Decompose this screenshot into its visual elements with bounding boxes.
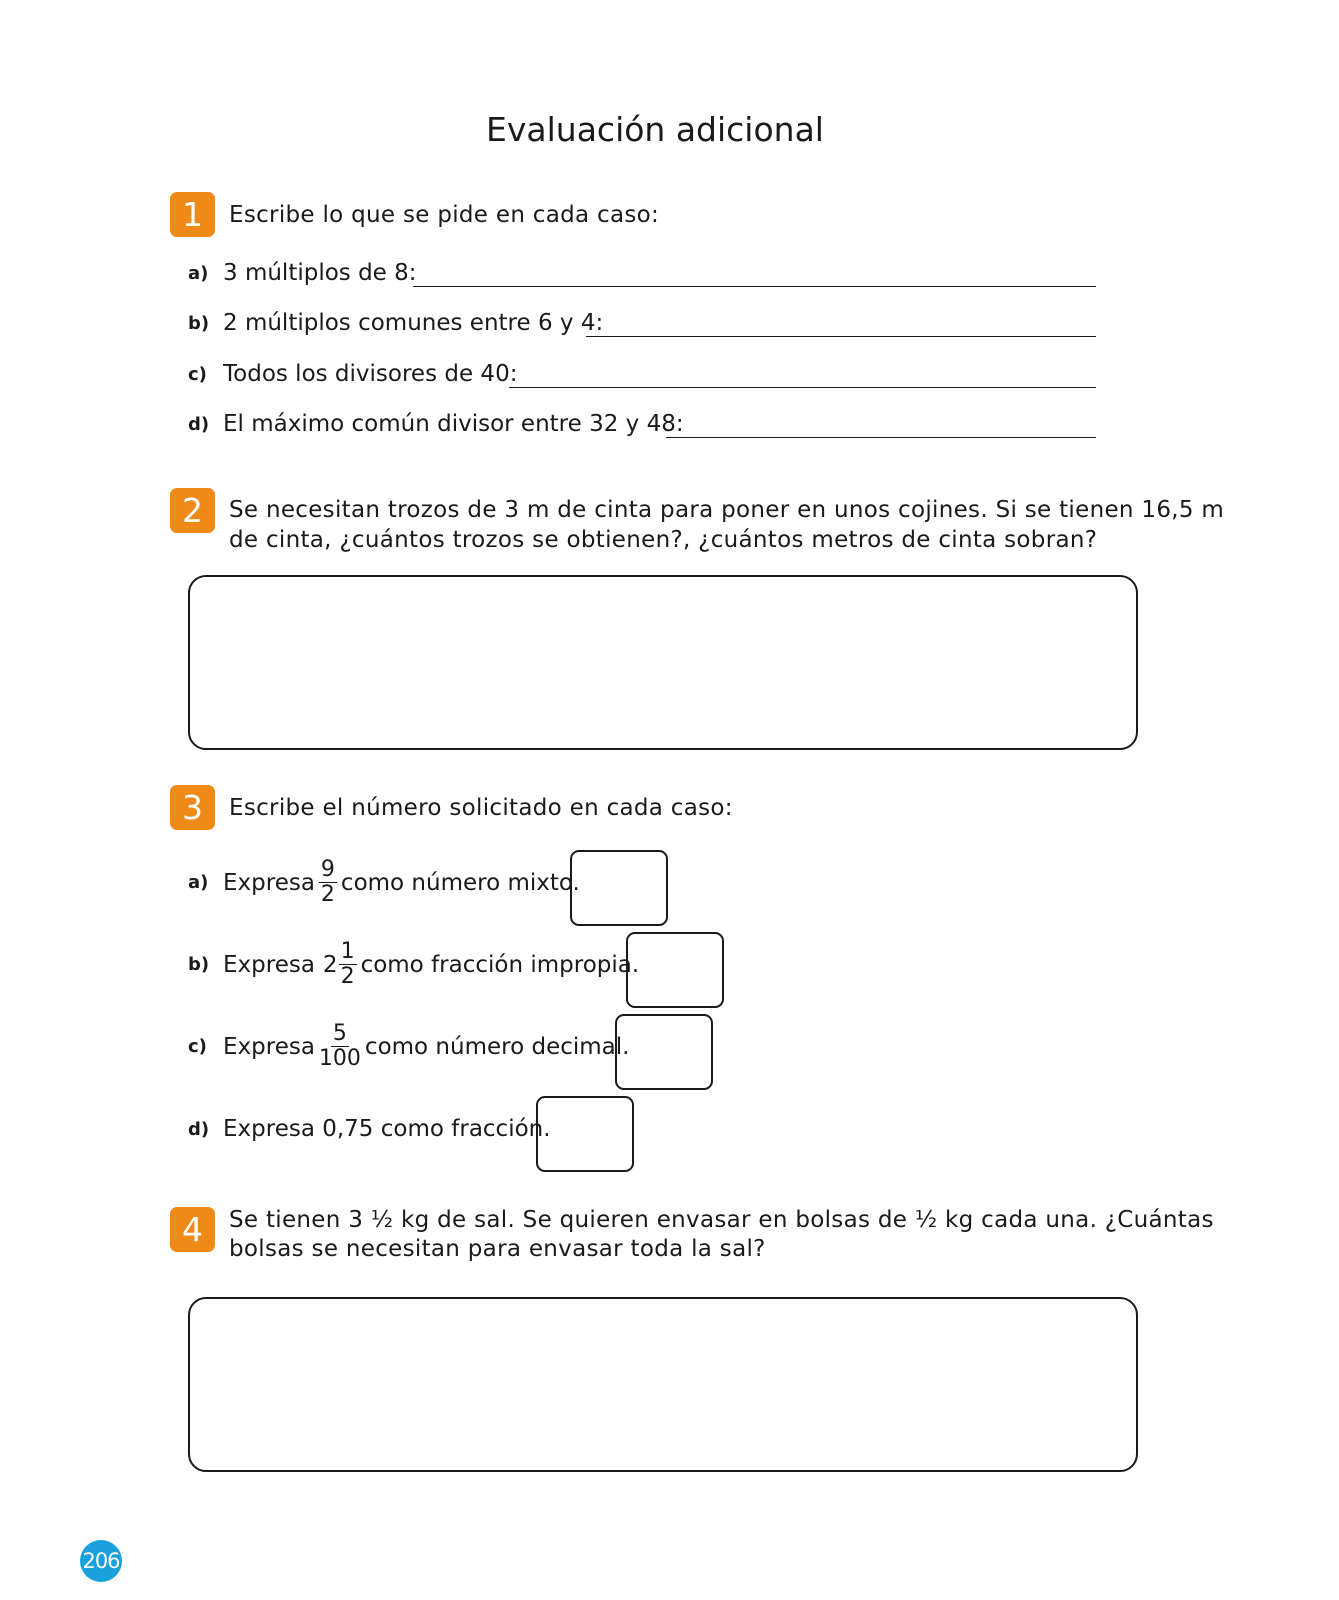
item-text: Expresa xyxy=(223,1033,315,1060)
item-letter: d) xyxy=(188,413,210,435)
answer-box-q2[interactable] xyxy=(188,575,1138,750)
item-text: El máximo común divisor entre 32 y 48: xyxy=(223,411,684,437)
item-text: Todos los divisores de 40: xyxy=(223,361,518,387)
item-text: 3 múltiplos de 8: xyxy=(223,260,417,286)
answer-box-q3c[interactable] xyxy=(615,1014,713,1090)
question-2-line-2: de cinta, ¿cuántos trozos se obtienen?, ¿cuántos metros de cinta sobran? xyxy=(229,527,1098,553)
item-letter: d) xyxy=(188,1118,210,1140)
answer-box-q3d[interactable] xyxy=(536,1096,634,1172)
item-letter: a) xyxy=(188,872,209,893)
fraction xyxy=(319,858,337,907)
q3-item-a xyxy=(188,858,580,907)
question-3-instruction: Escribe el número solicitado en cada caso: xyxy=(229,795,733,821)
fraction-numerator: 5 xyxy=(332,1021,347,1046)
q3-item-b xyxy=(188,940,639,989)
item-letter: c) xyxy=(188,363,207,385)
question-number-badge: 3 xyxy=(170,785,215,830)
question-number-badge: 4 xyxy=(170,1207,215,1252)
q1-item-c xyxy=(188,361,517,387)
item-letter: c) xyxy=(188,1036,207,1057)
question-number-badge: 2 xyxy=(170,488,215,533)
fraction-numerator: 9 xyxy=(320,857,335,882)
question-number-badge: 1 xyxy=(170,192,215,237)
q1-item-a xyxy=(188,260,417,286)
page-title: Evaluación adicional xyxy=(486,110,824,149)
item-letter: b) xyxy=(188,954,210,975)
question-4-line-1: Se tienen 3 ½ kg de sal. Se quieren envasar en bolsas de ½ kg cada una. ¿Cuántas xyxy=(229,1207,1214,1233)
fraction xyxy=(339,940,357,989)
answer-line-q1c[interactable] xyxy=(509,387,1096,388)
item-letter: b) xyxy=(188,312,210,334)
q3-item-d xyxy=(188,1116,551,1142)
item-letter: a) xyxy=(188,262,209,284)
answer-box-q3b[interactable] xyxy=(626,932,724,1008)
fraction xyxy=(319,1022,361,1071)
answer-box-q3a[interactable] xyxy=(570,850,668,926)
q1-item-b xyxy=(188,310,603,336)
q1-item-d xyxy=(188,411,684,437)
answer-box-q4[interactable] xyxy=(188,1297,1138,1472)
mixed-number-whole: 2 xyxy=(322,951,338,978)
question-1-instruction: Escribe lo que se pide en cada caso: xyxy=(229,202,660,228)
page-number-badge: 206 xyxy=(80,1540,122,1582)
fraction-denominator: 100 xyxy=(318,1046,361,1071)
item-text: 2 múltiplos comunes entre 6 y 4: xyxy=(223,310,604,336)
fraction-denominator: 2 xyxy=(320,882,335,907)
question-2-line-1: Se necesitan trozos de 3 m de cinta para poner en unos cojines. Si se tienen 16,5 m xyxy=(229,497,1225,523)
item-text: como número decimal. xyxy=(364,1033,630,1060)
answer-line-q1d[interactable] xyxy=(666,437,1096,438)
fraction-numerator: 1 xyxy=(340,939,355,964)
item-text: Expresa 0,75 como fracción. xyxy=(223,1116,551,1142)
item-text: como número mixto. xyxy=(340,869,580,896)
answer-line-q1b[interactable] xyxy=(586,336,1096,337)
fraction-denominator: 2 xyxy=(340,964,355,989)
item-text: Expresa xyxy=(223,869,315,896)
item-text: como fracción impropia. xyxy=(360,951,640,978)
q3-item-c xyxy=(188,1022,629,1071)
question-4-line-2: bolsas se necesitan para envasar toda la sal? xyxy=(229,1236,766,1262)
answer-line-q1a[interactable] xyxy=(413,286,1096,287)
item-text: Expresa xyxy=(223,951,315,978)
